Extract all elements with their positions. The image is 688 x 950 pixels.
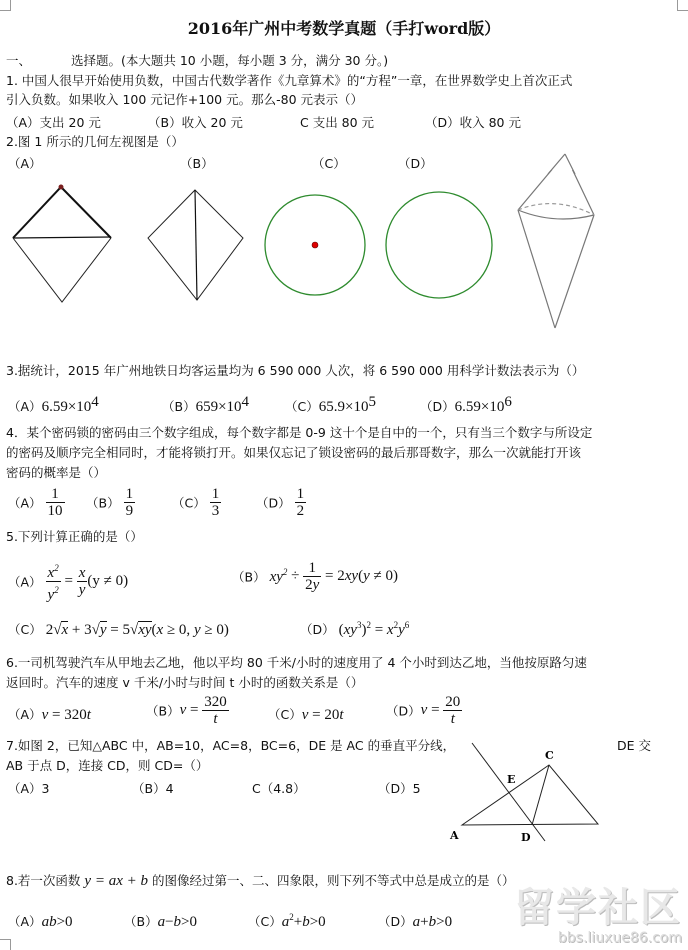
q7-option-a: （A）3 [8,781,50,796]
q5-option-c: （C） 2√x + 3√y = 5√xy(x ≥ 0, y ≥ 0) [8,622,229,638]
q7-line-2: AB 于点 D，连接 CD，则 CD=（） [6,758,209,773]
q1-line-2: 引入负数。如果收入 100 元记作+100 元。那么-80 元表示（） [6,92,364,107]
q8-line-pre: 8.若一次函数 [6,873,81,888]
q5-option-d-label: （D） [300,622,335,637]
q3-option-a-label: （A） [8,399,42,415]
section-heading [6,52,388,70]
q7-label-a: A [450,829,459,842]
q5-option-a-lhs: $\frac{x^2}{y^2}$ [46,560,61,603]
q3-option-c-exp: 5 [368,394,376,410]
q2-figure-d [386,192,492,298]
q2-option-c-label: （C） [312,156,346,171]
q6-option-c-label: （C） [268,707,302,722]
q7-figure-2-triangle [440,735,620,850]
q1-option-c: C 支出 80 元 [300,115,375,130]
q4-line-2: 的密码及顺序完全相同时，才能将锁打开。如果仅忘记了锁设密码的最后那哥数字，那么一次就能打开该 [6,445,582,460]
page-corner-top-right [677,0,688,11]
q7-option-d: （D）5 [378,781,421,796]
q4-line-3: 密码的概率是（） [6,465,107,480]
page-corner-top-left [0,0,11,11]
section-number: 一、 [6,53,32,68]
q1-option-d: （D）收入 80 元 [425,115,521,130]
q2-option-d-label: （D） [398,156,433,171]
q4-option-d-fraction: $\frac{1}{2}$ [296,486,305,519]
q3-option-b-base: 659×10 [195,399,242,416]
q7-label-c: C [545,749,554,762]
q8-option-d: （D）a+b>0 [378,914,453,930]
q2-figure-c [265,195,365,295]
q4-option-a [8,486,65,519]
q8-line-post: 的图像经过第一、二、四象限，则下列不等式中总是成立的是（） [151,873,515,888]
q3-option-d-base: 6.59×10 [454,399,505,416]
q5-option-b: （B） $xy^2$ ÷ $\frac{1}{2y}$ = 2xy(y ≠ 0) [232,560,398,593]
q6-option-b: （B）v = $\frac{320}{t}$ [146,694,227,727]
q4-option-a-label: （A） [8,495,42,511]
q3-option-a-base: 6.59×10 [41,399,92,416]
q4-option-d-label: （D） [256,495,291,511]
q7-option-b: （B）4 [132,781,174,796]
watermark-url: bbs.liuxue86.com [557,930,682,946]
page-corner-bottom-left [0,939,11,950]
q5-option-a-rhs: $\frac{x}{y}$ [78,565,86,598]
q6-option-d-fraction: $\frac{20}{t}$ [445,694,461,727]
q2-option-a-label: （A） [8,156,42,171]
q2-figure-a [13,185,111,303]
q8-line-1 [6,872,514,890]
q8-option-a: （A）ab>0 [8,914,73,930]
q5-option-a-label: （A） [8,574,42,590]
q3-option-a [8,394,99,416]
q1-option-a: （A）支出 20 元 [6,115,101,130]
q6-option-b-label: （B） [146,703,180,719]
q2-line-1: 2.图 1 所示的几何左视图是（） [6,134,184,149]
q8-option-b: （B）a−b>0 [124,914,198,930]
q8-line-expr: y = ax + b [84,873,148,889]
q4-option-c-fraction: $\frac{1}{3}$ [211,486,220,519]
q5-option-a: （A） $\frac{x^2}{y^2}$ = $\frac{x}{y}$ (y ≠ 0) [8,560,128,603]
q6-option-b-fraction: $\frac{320}{t}$ [204,694,227,727]
q7-label-e: E [507,773,516,786]
q6-option-a-label: （A） [8,707,42,722]
q5-line-1: 5.下列计算正确的是（） [6,529,143,544]
q7-option-c: C（4.8） [252,781,306,796]
q4-option-b-fraction: $\frac{1}{9}$ [125,486,134,519]
q7-label-d: D [521,831,531,844]
q4-option-b-label: （B） [86,495,120,511]
q8-option-d-label: （D） [378,914,413,929]
q3-option-c-label: （C） [285,399,319,415]
watermark-brand: 留学社区 [514,885,682,931]
section-label: 选择题。(本大题共 10 小题，每小题 3 分，满分 30 分。) [71,53,389,68]
q2-figure-b [148,190,243,300]
q6-option-d: （D）v = $\frac{20}{t}$ [386,694,461,727]
q2-figures [0,170,688,350]
q5-option-b-label: （B） [232,569,266,585]
q7-line-1: 7.如图 2，已知△ABC 中，AB=10，AC=8，BC=6，DE 是 AC 的垂直平分线， [6,738,456,753]
q2-figure-1-apex [0,150,688,175]
q3-option-c-base: 65.9×10 [318,399,369,416]
watermark [514,886,682,946]
q2-option-b-label: （B） [180,156,214,171]
q4-option-b [86,486,135,519]
q8-option-c: $(C)a^2+b>0$ [248,912,326,930]
q5-option-d: （D） $(xy^3)^2 = x^2y^6$ [300,620,410,638]
q3-option-a-exp: 4 [91,394,99,410]
q4-option-c [172,486,221,519]
q8-option-b-label: （B） [124,914,158,929]
q6-option-a: （A）v = 320t [8,707,91,723]
q6-line-1: 6.一司机驾驶汽车从甲地去乙地，他以平均 80 千米/小时的速度用了 4 个小时到达乙地，当他按原路匀速 [6,655,587,670]
q3-option-b-label: （B） [162,399,196,415]
q3-option-b [162,394,249,416]
q7-line-1-trail: DE 交 [617,738,651,753]
q6-line-2: 返回时。汽车的速度 v 千米/小时与时间 t 小时的函数关系是（） [6,675,364,690]
q5-option-b-fraction: $\frac{1}{2y}$ [305,560,320,593]
q3-option-b-exp: 4 [241,394,250,410]
q3-line-1: 3.据统计，2015 年广州地铁日均客运量均为 6 590 000 人次，将 6 590 000 用科学计数法表示为（） [6,363,585,378]
q3-option-d-exp: 6 [504,394,512,410]
q4-line-1: 4．某个密码锁的密码由三个数字组成，每个数字都是 0-9 这十个是自中的一个，只有当三个数字与所设定 [6,425,593,440]
q4-option-a-fraction: $\frac{1}{10}$ [47,486,63,519]
q8-option-a-label: （A） [8,914,42,929]
q2-figure-1-double-cone [518,170,594,328]
page-title: 2016年广州中考数学真题（手打word版） [187,19,501,38]
q1-option-b: （B）收入 20 元 [148,115,243,130]
q6-option-d-label: （D） [386,703,421,719]
q3-option-d [420,394,512,416]
q4-option-d [256,486,306,519]
q6-option-c: （C）v = 20t [268,707,344,723]
q4-option-c-label: （C） [172,495,206,511]
q3-option-d-label: （D） [420,399,455,415]
q8-option-c-label: （C） [248,914,282,929]
q5-option-c-label: （C） [8,622,42,637]
q1-line-1: 1. 中国人很早开始使用负数，中国古代数学著作《九章算术》的“方程”一章，在世界数学史上首次正式 [6,73,573,88]
q3-option-c [285,394,376,416]
